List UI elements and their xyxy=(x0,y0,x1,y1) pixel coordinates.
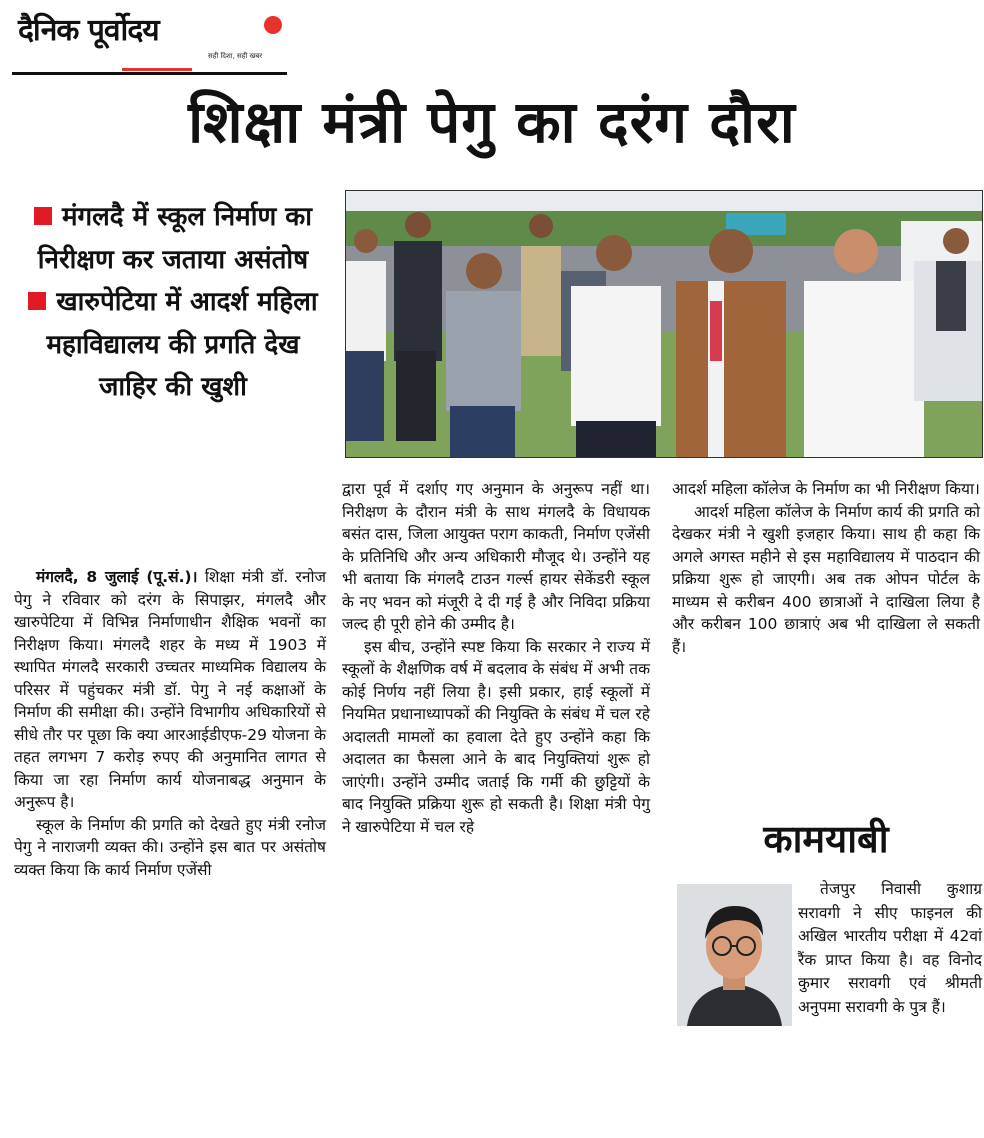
subheads xyxy=(18,196,328,409)
article-paragraph: आदर्श महिला कॉलेज के निर्माण का भी निरीक्षण किया। xyxy=(672,480,980,498)
masthead xyxy=(12,8,287,74)
article-column-2 xyxy=(342,478,650,838)
subhead-1 xyxy=(18,196,328,281)
newspaper-name: दैनिक पूर्वोदय xyxy=(18,13,159,48)
subhead-2 xyxy=(18,281,328,409)
article-text: शिक्षा मंत्री डॉ. रनोज पेगु ने रविवार को दरंग के सिपाझर, मंगलदै और खारुपेटिया में विभिन्न निर्माणाधीन शैक्षिक भवनों का निरीक्षण किया। मंगलदै शहर के मध्य में 1903 में स्थापित मंगलदै सरकारी उच्चतर माध्यमिक विद्यालय के परिसर में पहुंचकर मंत्री डॉ. पेगु ने नई कक्षाओं के निर्माण की समीक्षा की। उन्होंने विभागीय अधिकारियों से सीधे तौर पर पूछा कि क्या आरआईडीएफ-29 योजना के तहत लगभग 7 करोड़ रुपए की अनुमानित लागत से किया जा रहा निर्माण कार्य योजनाबद्ध अनुमान के अनुरूप है। xyxy=(14,568,326,811)
portrait-photo xyxy=(677,884,792,1026)
red-square-bullet-icon xyxy=(34,207,52,225)
masthead-rule xyxy=(12,72,287,75)
kamyabi-heading: कामयाबी xyxy=(763,817,889,861)
article-paragraph: द्वारा पूर्व में दर्शाए गए अनुमान के अनुरूप नहीं था। निरीक्षण के दौरान मंत्री के साथ मंगलदै के विधायक बसंत दास, जिला आयुक्त पराग काकती, निर्माण एजेंसी के प्रतिनिधि और अन्य अधिकारी मौजूद थे। उन्होंने यह भी बताया कि मंगलदै टाउन गर्ल्स हायर सेकेंडरी स्कूल के नए भवन को मंजूरी दे दी गई है और निविदा प्रक्रिया जल्द ही पूरी होने की उम्मीद है। xyxy=(342,480,650,633)
news-photo-illustration xyxy=(346,191,982,457)
newspaper-tagline: सही दिशा, सही खबर xyxy=(208,52,263,60)
portrait-illustration xyxy=(677,884,792,1026)
red-square-bullet-icon xyxy=(28,292,46,310)
article-paragraph: आदर्श महिला कॉलेज के निर्माण कार्य की प्रगति को देखकर मंत्री ने खुशी इजहार किया। साथ ही कहा कि अगले अगस्त महीने से इस महाविद्यालय में पाठदान की प्रक्रिया शुरू हो जाएगी। अब तक ओपन पोर्टल के माध्यम से करीबन 400 छात्राओं ने दाखिला लिया है और करीबन 100 छात्राएं अब भी दाखिला ले सकती हैं। xyxy=(672,502,980,656)
dateline: मंगलदै, 8 जुलाई (पू.सं.)। xyxy=(36,568,198,586)
page-headline: शिक्षा मंत्री पेगु का दरंग दौरा xyxy=(188,88,796,156)
subhead-1-text: मंगलदै में स्कूल निर्माण का निरीक्षण कर जताया असंतोष xyxy=(37,202,313,275)
masthead-sun-icon xyxy=(264,16,282,34)
article-column-3 xyxy=(672,478,980,658)
article-paragraph xyxy=(14,566,326,814)
news-photo xyxy=(345,190,983,458)
article-paragraph: इस बीच, उन्होंने स्पष्ट किया कि सरकार ने राज्य में स्कूलों के शैक्षणिक वर्ष में बदलाव के संबंध में अभी तक कोई निर्णय नहीं लिया है। इसी प्रकार, हाई स्कूलों में नियमित प्रधानाध्यापकों की नियुक्ति के संबंध में चल रहे अदालती मामलों का हवाला देते हुए उन्होंने कहा कि अदालत का फैसला आने के बाद नियुक्तियां शुरू हो जाएंगी। उन्होंने उम्मीद जताई कि गर्मी की छुट्टियों के बाद नियुक्ति प्रक्रिया शुरू हो सकती है। शिक्षा मंत्री पेगु ने खारुपेटिया में चल रहे xyxy=(342,637,650,836)
article-column-1 xyxy=(14,566,326,881)
article-paragraph: स्कूल के निर्माण की प्रगति को देखते हुए मंत्री रनोज पेगु ने नाराजगी व्यक्त की। उन्होंने इस बात पर असंतोष व्यक्त किया कि कार्य निर्माण एजेंसी xyxy=(14,815,326,879)
masthead-accent xyxy=(122,68,192,71)
kamyabi-text: तेजपुर निवासी कुशाग्र सरावगी ने सीए फाइनल की अखिल भारतीय परीक्षा में 42वां रैंक प्राप्त किया है। वह विनोद कुमार सरावगी एवं श्रीमती अनुपमा सरावगी के पुत्र हैं। xyxy=(798,880,982,1016)
subhead-2-text: खारुपेटिया में आदर्श महिला महाविद्यालय की प्रगति देख जाहिर की खुशी xyxy=(46,287,318,402)
